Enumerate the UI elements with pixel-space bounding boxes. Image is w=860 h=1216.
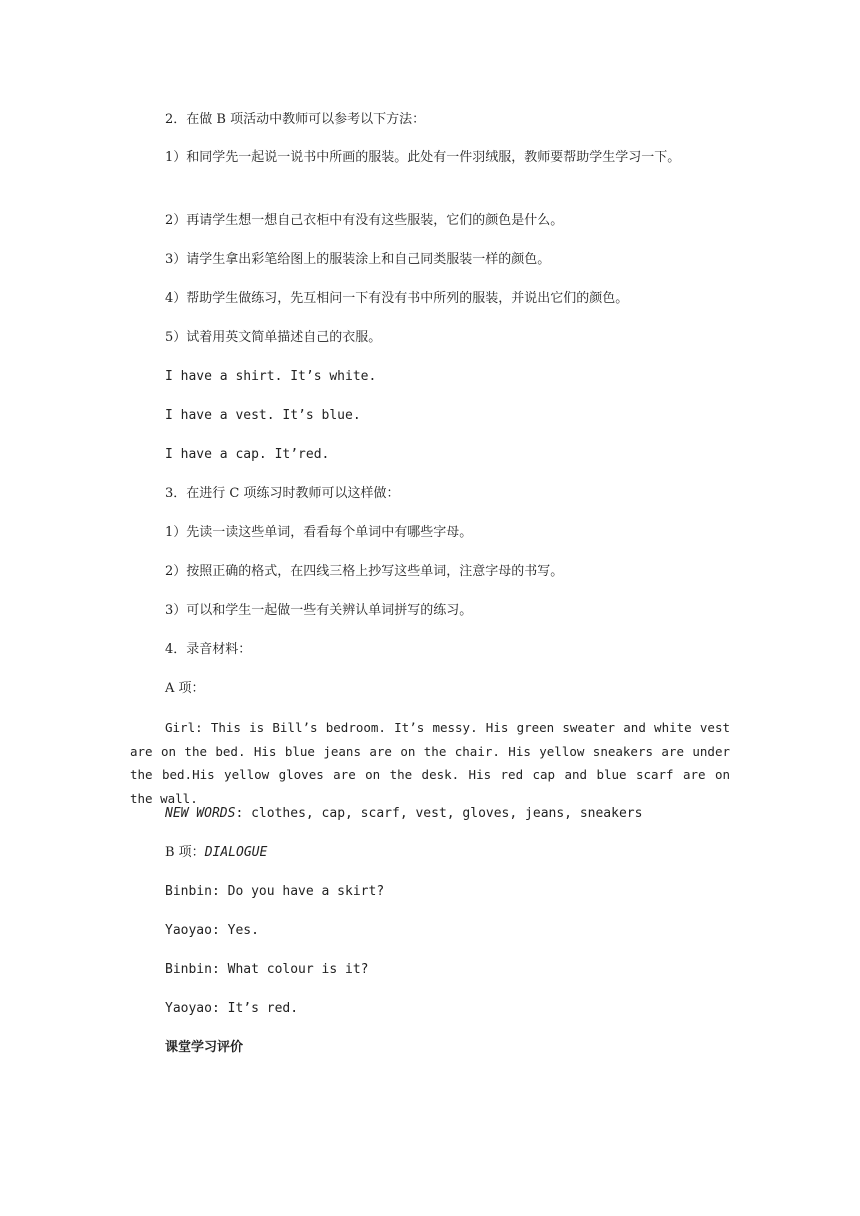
part-b-line (165, 844, 267, 862)
section-2-step-5: 5）试着用英文简单描述自己的衣服。 (165, 330, 382, 345)
section-3-step-2: 2）按照正确的格式，在四线三格上抄写这些单词，注意字母的书写。 (165, 564, 564, 579)
section-2-step-4: 4）帮助学生做练习，先互相问一下有没有书中所列的服装，并说出它们的颜色。 (165, 291, 629, 306)
new-words-list: : clothes, cap, scarf, vest, gloves, jeans, sneakers (235, 806, 643, 821)
section-3-step-3: 3）可以和学生一起做一些有关辨认单词拼写的练习。 (165, 603, 473, 618)
dialogue-line: Yaoyao: It’s red. (165, 1001, 299, 1016)
part-a-label: A 项： (165, 681, 205, 696)
example-sentence-1: I have a shirt. It’s white. (165, 369, 377, 384)
section-2-step-1: 1）和同学先一起说一说书中所画的服装。此处有一件羽绒服，教师要帮助学生学习一下。 (165, 150, 681, 165)
example-sentence-3: I have a cap. It’red. (165, 447, 330, 462)
section-4-heading: 4．录音材料： (165, 642, 252, 657)
new-words-line (165, 805, 642, 823)
part-a-transcript: Girl: This is Bill’s bedroom. It’s messy. His green sweater and white vest are on the bed. His blue jeans are on the chair. His yellow sneakers are under the bed.His yellow gloves are on the desk. His red cap and blue scarf are on the wall. (130, 720, 730, 806)
section-2-step-3: 3）请学生拿出彩笔给图上的服装涂上和自己同类服装一样的颜色。 (165, 252, 551, 267)
dialogue-line: Binbin: What colour is it? (165, 962, 369, 977)
classroom-evaluation-heading: 课堂学习评价 (165, 1040, 244, 1055)
section-2-step-2: 2）再请学生想一想自己衣柜中有没有这些服装，它们的颜色是什么。 (165, 213, 564, 228)
part-b-title: DIALOGUE (204, 845, 268, 860)
part-b-label: B 项： (165, 845, 205, 860)
example-sentence-2: I have a vest. It’s blue. (165, 408, 361, 423)
section-2-heading: 2．在做 B 项活动中教师可以参考以下方法： (165, 112, 426, 127)
dialogue-line: Yaoyao: Yes. (165, 923, 259, 938)
dialogue-line: Binbin: Do you have a skirt? (165, 884, 385, 899)
new-words-label: NEW WORDS (165, 806, 236, 821)
section-3-step-1: 1）先读一读这些单词，看看每个单词中有哪些字母。 (165, 525, 473, 540)
section-3-heading: 3．在进行 C 项练习时教师可以这样做： (165, 486, 400, 501)
